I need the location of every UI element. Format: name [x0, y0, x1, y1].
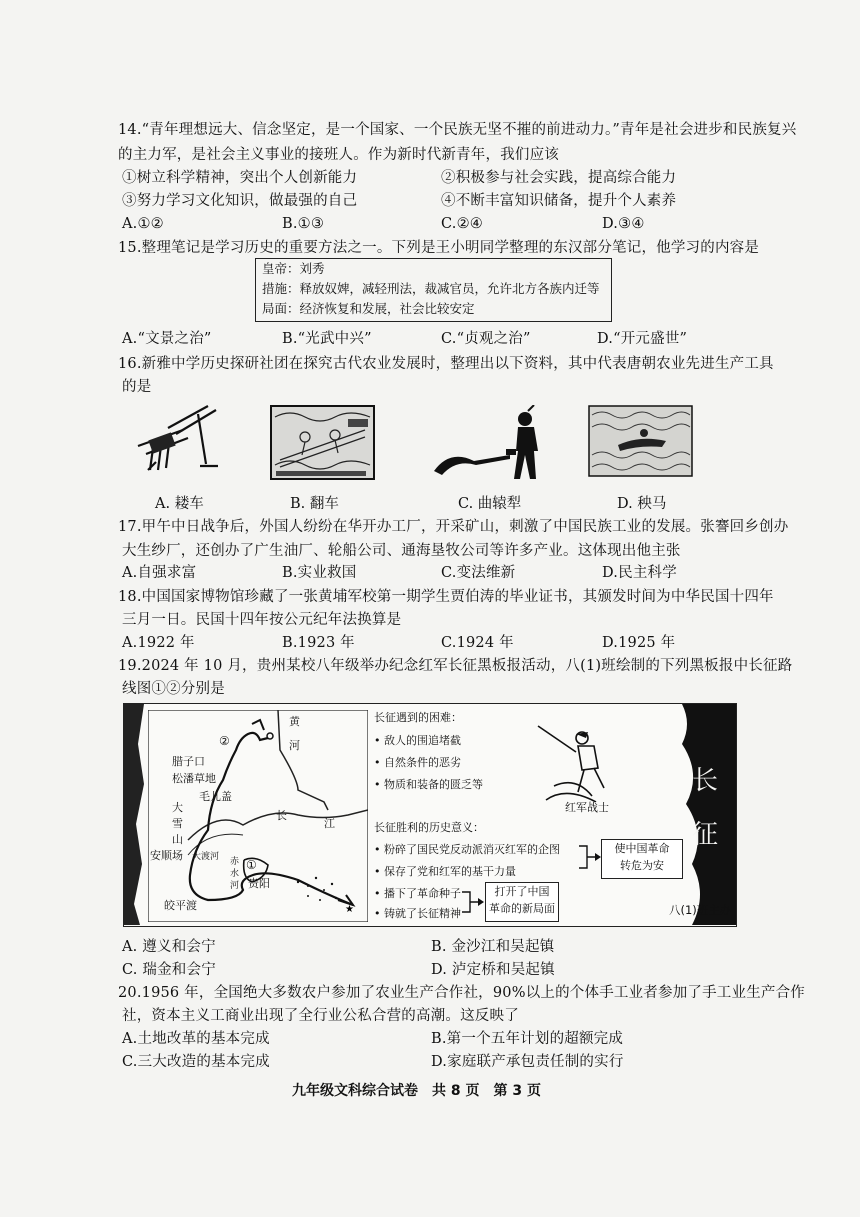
significance-1: • 粉碎了国民党反动派消灭红军的企图: [374, 843, 560, 856]
q19-option-a: A. 遵义和会宁: [122, 939, 216, 955]
map-label-he: 河: [289, 739, 300, 752]
map-label-chishui: 赤水河: [230, 857, 240, 891]
q20-option-b: B.第一个五年计划的超额完成: [431, 1031, 624, 1047]
q20-stem-line1: 20.1956 年，全国绝大多数农户参加了农业生产合作社，90%以上的个体手工业者参加了手工业生产合作: [118, 985, 805, 1001]
water-wheel-illustration: [270, 405, 375, 480]
difficulty-1: • 敌人的围追堵截: [374, 734, 461, 747]
q14-statement-3: ③努力学习文化知识，做最强的自己: [122, 193, 358, 209]
q14-option-d: D.③④: [602, 216, 645, 232]
significance-2: • 保存了党和红军的基干力量: [374, 865, 516, 878]
q16-stem-line2: 的是: [122, 379, 152, 395]
map-label-huang: 黄: [289, 715, 300, 728]
q15-note-situation: 局面：经济恢复和发展，社会比较安定: [262, 301, 475, 316]
bracket-arrow-icon: [579, 840, 601, 874]
map-label-xue: 雪: [172, 817, 183, 830]
red-army-soldier-illustration: [536, 716, 626, 802]
q17-option-c: C.变法维新: [441, 565, 516, 581]
q20-option-a: A.土地改革的基本完成: [122, 1031, 270, 1047]
q14-option-a: A.①②: [122, 216, 164, 232]
q19-stem-line2: 线图①②分别是: [122, 681, 225, 697]
q19-option-d: D. 泸定桥和吴起镇: [431, 962, 555, 978]
map-label-shan: 山: [172, 833, 183, 846]
q20-stem-line2: 社，资本主义工商业出现了全行业公私合营的高潮。这反映了: [122, 1008, 519, 1024]
box1-line1: 使中国革命: [614, 842, 670, 855]
q18-option-b: B.1923 年: [282, 635, 355, 651]
q18-stem-line2: 三月一日。民国十四年按公元纪年法换算是: [122, 612, 402, 628]
q15-note-measures: 措施：释放奴婢，减轻刑法，裁减官员，允许北方各族内迁等: [262, 281, 600, 296]
q15-option-c: C.“贞观之治”: [441, 331, 531, 347]
map-label-lazikou: 腊子口: [172, 755, 205, 768]
q19-option-c: C. 瑞金和会宁: [122, 962, 216, 978]
q15-option-b: B.“光武中兴”: [282, 331, 372, 347]
q18-stem-line1: 18.中国国家博物馆珍藏了一张黄埔军校第一期学生贾伯涛的毕业证书，其颁发时间为中华民国十四年: [118, 589, 774, 605]
seed-drill-illustration: [128, 400, 228, 480]
q17-option-b: B.实业救国: [282, 565, 357, 581]
page-footer: 九年级文科综合试卷 共 8 页 第 3 页: [292, 1083, 541, 1099]
significance-title: 长征胜利的历史意义：: [374, 821, 484, 834]
box1-line2: 转危为安: [620, 859, 664, 872]
blackboard-frame: [123, 703, 737, 927]
q15-notes-box: [255, 258, 612, 322]
q14-stem-line1: 14.“青年理想远大、信念坚定，是一个国家、一个民族无坚不摧的前进动力。”青年是社会进步和民族复兴: [118, 122, 797, 138]
map-label-daxue: 大: [172, 801, 183, 814]
bracket-arrow-icon-2: [462, 884, 486, 920]
title-chang: 长: [692, 766, 719, 796]
map-marker-1: ①: [246, 858, 257, 872]
q16-option-c: C. 曲辕犁: [458, 496, 522, 512]
box2-line2: 革命的新局面: [489, 902, 555, 915]
q19-option-b: B. 金沙江和吴起镇: [431, 939, 555, 955]
map-marker-2: ②: [219, 734, 230, 748]
map-label-anshunchang: 安顺场: [150, 849, 183, 862]
q15-stem: 15.整理笔记是学习历史的重要方法之一。下列是王小明同学整理的东汉部分笔记，他学习的内容是: [118, 240, 760, 256]
q14-option-b: B.①③: [282, 216, 325, 232]
map-label-jiang: 江: [324, 817, 335, 830]
q14-stem-line2: 的主力军，是社会主义事业的接班人。作为新时代新青年，我们应该: [118, 147, 559, 163]
q16-option-d: D. 秧马: [617, 496, 667, 512]
q14-statement-1: ①树立科学精神，突出个人创新能力: [122, 170, 358, 186]
q16-stem-line1: 16.新雅中学历史探研社团在探究古代农业发展时，整理出以下资料，其中代表唐朝农业先进生产工具: [118, 356, 774, 372]
q17-option-d: D.民主科学: [602, 565, 677, 581]
significance-box-1: [601, 839, 683, 879]
map-label-chang: 长: [276, 809, 287, 822]
curved-plough-illustration: [430, 405, 550, 485]
blackboard-left-border: [124, 704, 148, 925]
q15-option-d: D.“开元盛世”: [597, 331, 688, 347]
start-star-icon: ★: [345, 904, 354, 915]
significance-box-2: [485, 882, 559, 922]
q15-note-emperor: 皇帝：刘秀: [262, 261, 325, 276]
q18-option-d: D.1925 年: [602, 635, 676, 651]
q16-option-a: A. 耧车: [155, 496, 204, 512]
q19-stem-line1: 19.2024 年 10 月，贵州某校八年级举办纪念红军长征黑板报活动，八(1)班绘制的下列黑板报中长征路: [118, 658, 793, 674]
difficulties-title: 长征遇到的困难：: [374, 711, 462, 724]
difficulty-3: • 物质和装备的匮乏等: [374, 778, 483, 791]
q15-option-a: A.“文景之治”: [122, 331, 212, 347]
q20-option-c: C.三大改造的基本完成: [122, 1054, 270, 1070]
significance-4: • 铸就了长征精神: [374, 907, 461, 920]
q17-option-a: A.自强求富: [122, 565, 197, 581]
map-label-jiaopingdu: 皎平渡: [164, 899, 197, 912]
title-zheng: 征: [692, 820, 719, 850]
difficulty-2: • 自然条件的恶劣: [374, 756, 461, 769]
seedling-horse-illustration: [588, 405, 693, 477]
q18-option-c: C.1924 年: [441, 635, 514, 651]
map-label-songpan: 松潘草地: [172, 772, 216, 785]
q18-option-a: A.1922 年: [122, 635, 195, 651]
significance-3: • 播下了革命种子: [374, 887, 461, 900]
soldier-caption: 红军战士: [565, 801, 609, 814]
q14-statement-4: ④不断丰富知识储备，提升个人素养: [441, 193, 677, 209]
q17-stem-line1: 17.甲午中日战争后，外国人纷纷在华开办工厂，开采矿山，刺激了中国民族工业的发展。张謇回乡创办: [118, 519, 789, 535]
q17-stem-line2: 大生纱厂，还创办了广生油厂、轮船公司、通海垦牧公司等许多产业。这体现出他主张: [122, 543, 681, 559]
q16-option-b: B. 翻车: [290, 496, 339, 512]
map-label-maoergai: 毛儿盖: [199, 790, 232, 803]
q20-option-d: D.家庭联产承包责任制的实行: [431, 1054, 624, 1070]
q14-option-c: C.②④: [441, 216, 483, 232]
sponsor-label: 八(1)班主办: [669, 903, 732, 917]
map-label-guiyang: 贵阳: [248, 877, 270, 890]
q14-statement-2: ②积极参与社会实践，提高综合能力: [441, 170, 677, 186]
map-label-dadu: 大渡河: [192, 852, 220, 862]
box2-line1: 打开了中国: [494, 885, 550, 898]
